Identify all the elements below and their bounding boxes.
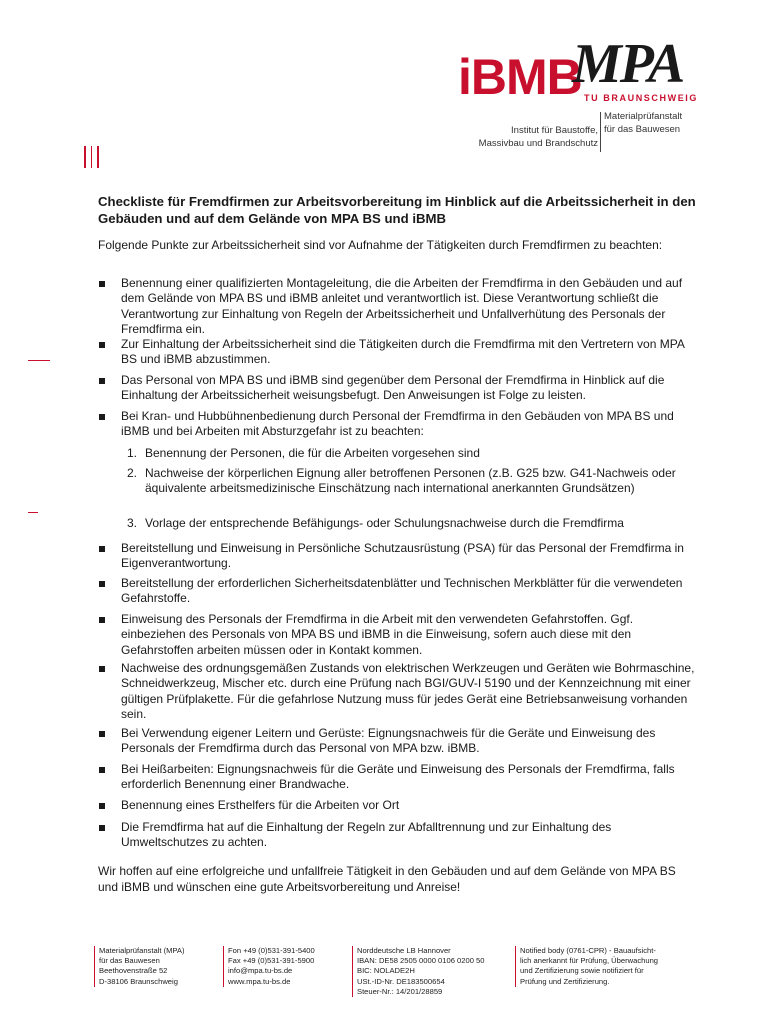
list-item: Das Personal von MPA BS und iBMB sind gegenüber dem Personal der Fremdfirma in Hinblick auf die Einhaltung der Arbeitssicherheit weisungsbefugt. Den Anweisungen ist Folge zu leisten. bbox=[121, 373, 665, 403]
footer-address: Materialprüfanstalt (MPA) für das Bauwesen Beethovenstraße 52 D-38106 Braunschweig bbox=[94, 946, 185, 987]
bullet-icon bbox=[99, 767, 105, 773]
bullet-icon bbox=[99, 617, 105, 623]
fold-mark bbox=[28, 360, 50, 361]
bullet-icon bbox=[99, 342, 105, 348]
intro-text: Folgende Punkte zur Arbeitssicherheit sind vor Aufnahme der Tätigkeiten durch Fremdfirmen zu beachten: bbox=[98, 238, 663, 252]
bullet-icon bbox=[99, 803, 105, 809]
list-item: Bei Heißarbeiten: Eignungsnachweis für die Geräte und Einweisung des Personals der Fremdfirma, falls erforderlich Benennung einer Brandwache. bbox=[121, 762, 675, 792]
bullet-icon bbox=[99, 546, 105, 552]
list-item: Bereitstellung der erforderlichen Sicherheitsdatenblätter und Technischen Merkblätter für die verwendeten Gefahrstoffe. bbox=[121, 576, 683, 606]
bullet-icon bbox=[99, 825, 105, 831]
bullet-icon bbox=[99, 581, 105, 587]
logo-divider bbox=[600, 112, 601, 152]
list-item: Zur Einhaltung der Arbeitssicherheit sind die Tätigkeiten durch die Fremdfirma mit den Vertretern von MPA BS und iBMB abzustimmen. bbox=[121, 337, 685, 367]
tu-braunschweig-label: TU BRAUNSCHWEIG bbox=[584, 93, 698, 103]
list-item: Benennung einer qualifizierten Montageleitung, die die Arbeiten der Fremdfirma in den Gebäuden und auf dem Gelände von MPA BS und iBMB anleitet und verantwortlich ist. Diese Verantwortung schließt die Verantwortung zur Einhaltung von Regeln der Arbeitssicherheit und Unfallverhütung des Personals der Fremdfirma ein. bbox=[121, 276, 683, 337]
bullet-icon bbox=[99, 731, 105, 737]
institute-name: Institut für Baustoffe, Massivbau und Brandschutz bbox=[478, 125, 598, 149]
bullet-icon bbox=[99, 281, 105, 287]
bullet-icon bbox=[99, 666, 105, 672]
footer-notified-body: Notified body (0761-CPR) - Bauaufsicht- lich anerkannt für Prüfung, Überwachung und Zertifizierung sowie notifiziert für Prüfung und Zertifizierung. bbox=[515, 946, 658, 987]
footer-contact: Fon +49 (0)531-391-5400 Fax +49 (0)531-391-5900 info@mpa.tu-bs.de www.mpa.tu-bs.de bbox=[223, 946, 315, 987]
decorative-bars bbox=[84, 146, 104, 168]
fold-mark bbox=[28, 512, 38, 513]
ibmb-logo: iBMB bbox=[458, 49, 582, 105]
mpa-logo: MPA bbox=[572, 33, 684, 95]
list-item: Bereitstellung und Einweisung in Persönliche Schutzausrüstung (PSA) für das Personal der Fremdfirma in Eigenverantwortung. bbox=[121, 541, 684, 571]
list-item: Benennung eines Ersthelfers für die Arbeiten vor Ort bbox=[121, 798, 400, 812]
closing-text: Wir hoffen auf eine erfolgreiche und unfallfreie Tätigkeit in den Gebäuden und auf dem Gelände von MPA BS und iBMB und wünschen eine gute Arbeitsvorbereitung und Anreise! bbox=[98, 864, 676, 894]
mpa-institute-name: Materialprüfanstalt für das Bauwesen bbox=[604, 111, 683, 135]
list-item: Bei Kran- und Hubbühnenbedienung durch Personal der Fremdfirma in den Gebäuden von MPA BS und iBMB und bei Arbeiten mit Absturzgefahr ist zu beachten: bbox=[121, 409, 674, 439]
list-item: Die Fremdfirma hat auf die Einhaltung der Regeln zur Abfalltrennung und zur Einhaltung des Umweltschutzes zu achten. bbox=[121, 820, 612, 850]
page-title: Checkliste für Fremdfirmen zur Arbeitsvorbereitung im Hinblick auf die Arbeitssicherheit in den Gebäuden und auf dem Gelände von MPA BS und iBMB bbox=[98, 194, 696, 226]
footer-bank: Norddeutsche LB Hannover IBAN: DE58 2505 0000 0106 0200 50 BIC: NOLADE2H USt.-ID-Nr. DE183500654 Steuer-Nr.: 14/201/28859 bbox=[352, 946, 485, 997]
list-item: Bei Verwendung eigener Leitern und Gerüste: Eignungsnachweis für die Geräte und Einweisung des Personals der Fremdfirma durch das Personal von MPA bzw. iBMB. bbox=[121, 726, 656, 756]
list-item: Einweisung des Personals der Fremdfirma in die Arbeit mit den verwendeten Gefahrstoffen. Ggf. einbeziehen des Personals von MPA BS und iBMB in die Einweisung, sofern auch diese mit den Gefahrstoffen arbeiten müssen oder in Kontakt kommen. bbox=[121, 612, 634, 657]
bullet-icon bbox=[99, 414, 105, 420]
list-item: Nachweise des ordnungsgemäßen Zustands von elektrischen Werkzeugen und Geräten wie Bohrmaschine, Schneidwerkzeug, Mischer etc. durch eine Prüfung nach BGI/GUV-I 5190 und der Kennzeichnung mit einer gültigen Prüfplakette. Für die gefahrlose Nutzung muss für jedes Gerät eine Betriebsanweisung vorhanden sein. bbox=[121, 661, 695, 722]
bullet-icon bbox=[99, 378, 105, 384]
